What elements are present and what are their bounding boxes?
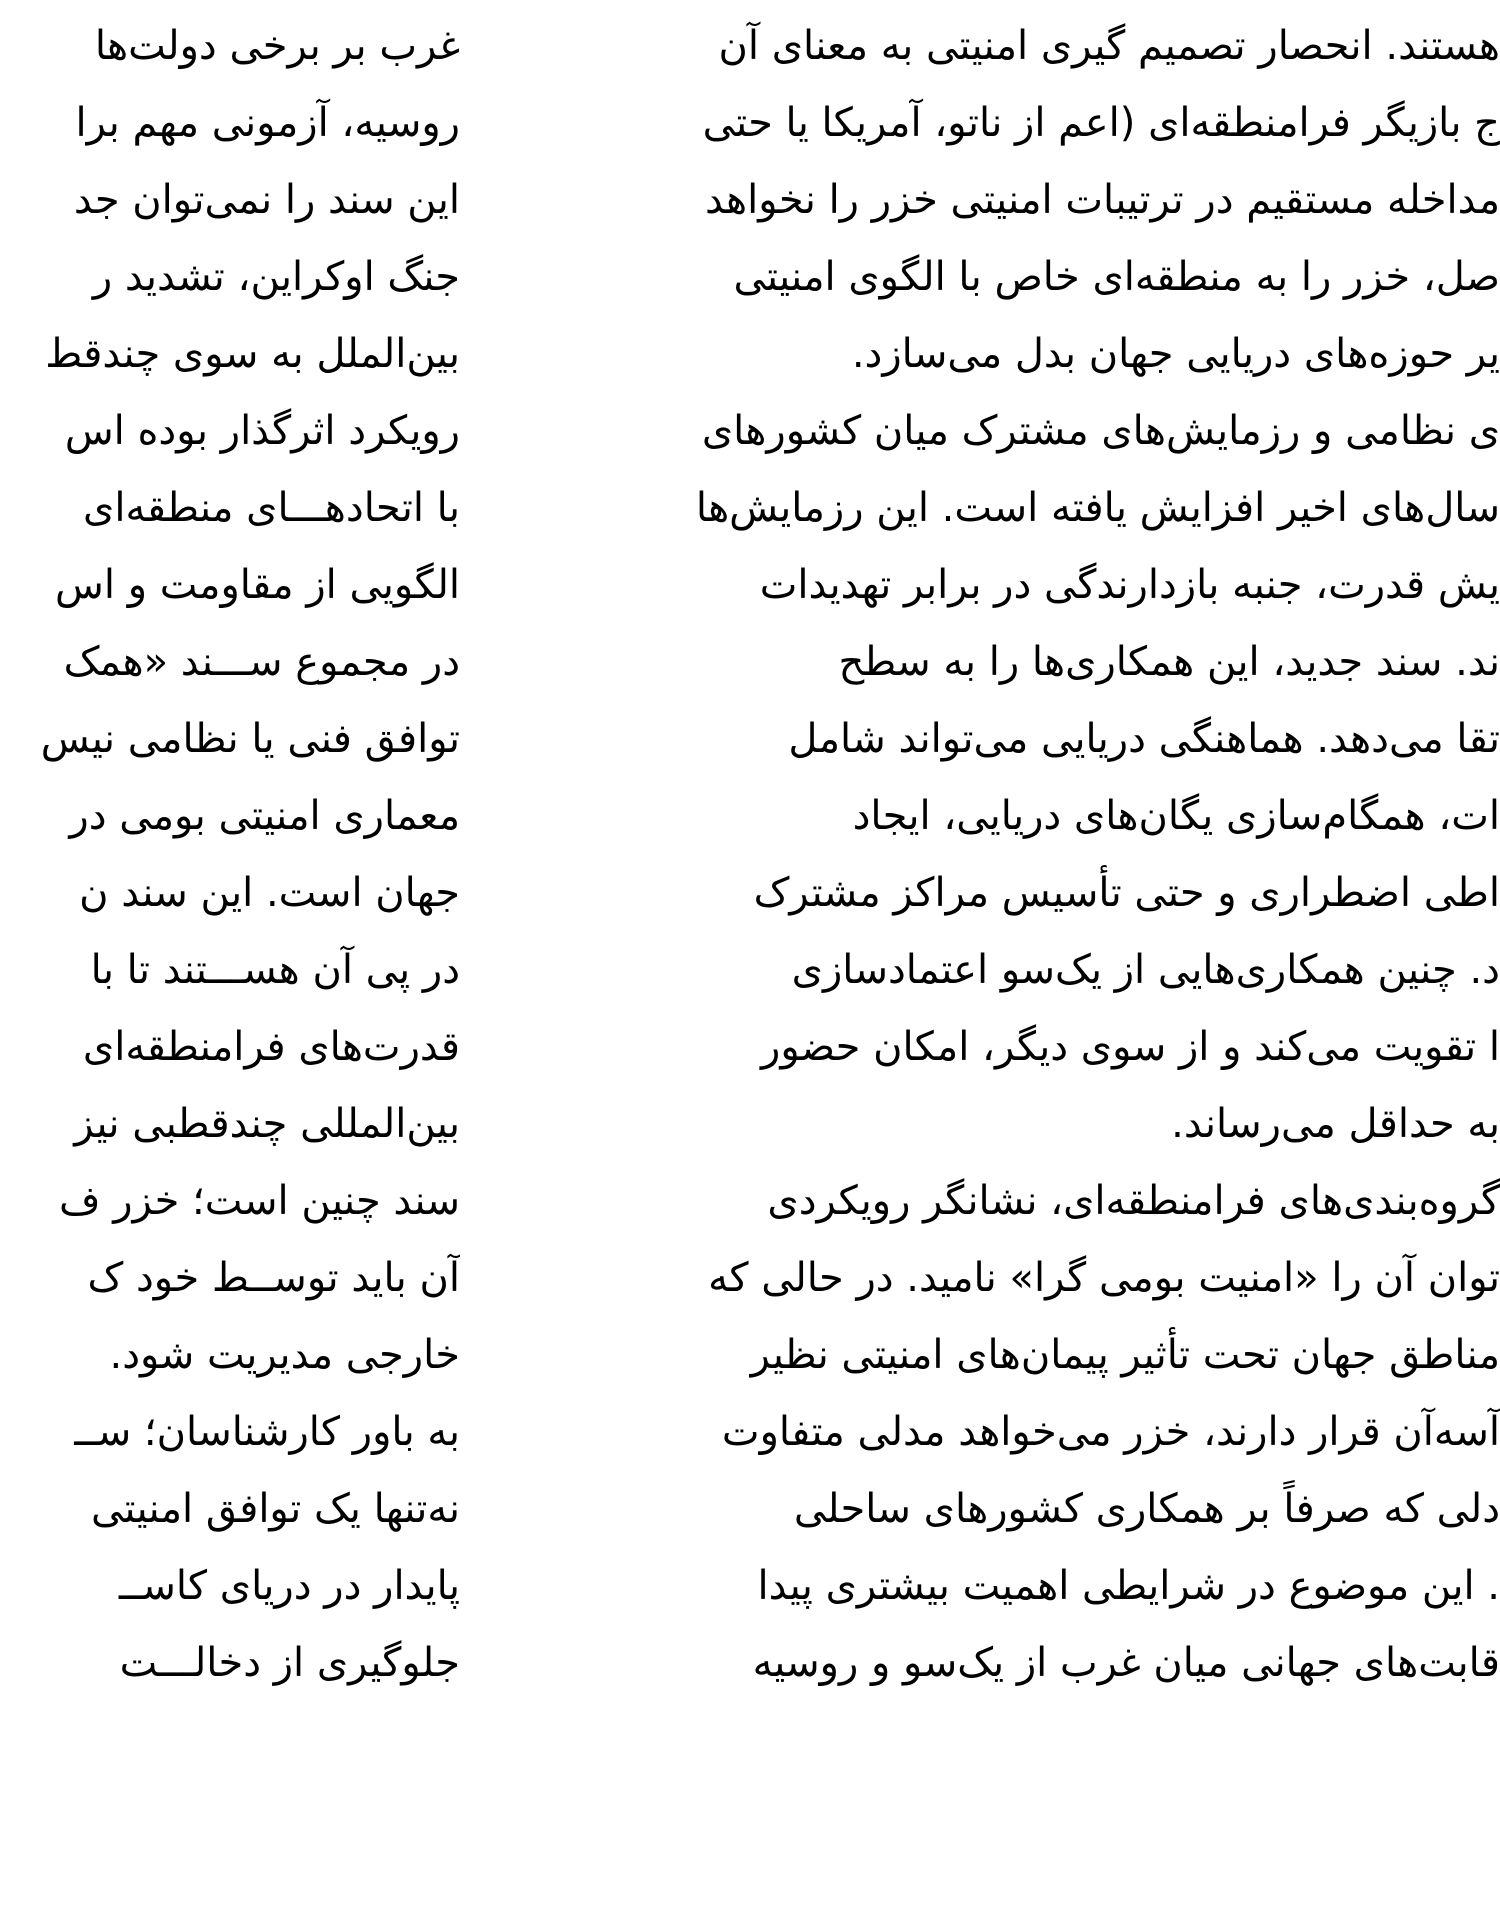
text-line: رویکرد اثرگذار بوده اس: [64, 408, 460, 454]
text-line: تقا می‌دهد. هماهنگی دریایی می‌تواند شامل: [788, 716, 1500, 762]
text-line: جلوگیری از دخالـــت: [119, 1640, 460, 1686]
text-line: با اتحادهـــای منطقه‌ای: [83, 485, 460, 531]
text-line: اطی اضطراری و حتی تأسیس مراکز مشترک: [753, 870, 1500, 916]
text-line: ند. سند جدید، این همکاری‌ها را به سطح: [838, 639, 1500, 685]
text-line: نه‌تنها یک توافق امنیتی: [91, 1486, 460, 1532]
text-line: پایدار در دریای کاســ: [118, 1563, 460, 1609]
text-line: ی نظامی و رزمایش‌های مشترک میان کشورهای: [701, 408, 1500, 454]
column-gutter: [465, 0, 545, 1932]
text-line: الگویی از مقاومت و اس: [55, 562, 460, 608]
text-line: این سند را نمی‌توان جد: [73, 177, 460, 223]
left-text-column: [0, 0, 460, 1932]
text-line: یش قدرت، جنبه بازدارندگی در برابر تهدیدات: [759, 562, 1500, 608]
text-line: جهان است. این سند ن: [79, 870, 460, 916]
text-line: مداخله مستقیم در ترتیبات امنیتی خزر را نخواهد: [705, 177, 1500, 223]
text-line: گروه‌بندی‌های فرامنطقه‌ای، نشانگر رویکردی: [767, 1178, 1500, 1224]
text-line: دلی که صرفاً بر همکاری کشورهای ساحلی: [793, 1486, 1500, 1532]
text-line: هستند. انحصار تصمیم گیری امنیتی به معنای آن: [718, 23, 1500, 69]
text-line: . این موضوع در شرایطی اهمیت بیشتری پیدا: [757, 1563, 1500, 1609]
text-line: روسیه، آزمونی مهم برا: [75, 100, 460, 146]
text-line: بین‌الملل به سوی چندقط: [45, 331, 460, 377]
text-line: بین‌المللی چندقطبی نیز: [74, 1101, 460, 1147]
text-line: ات، همگام‌سازی یگان‌های دریایی، ایجاد: [852, 793, 1500, 839]
text-line: آسه‌آن قرار دارند، خزر می‌خواهد مدلی متفاوت: [721, 1409, 1500, 1455]
text-line: توافق فنی یا نظامی نیس: [40, 716, 460, 762]
text-line: مناطق جهان تحت تأثیر پیمان‌های امنیتی نظیر: [750, 1332, 1500, 1378]
text-line: سند چنین است؛ خزر ف: [59, 1178, 460, 1224]
text-line: به حداقل می‌رساند.: [1171, 1101, 1500, 1147]
right-text-column: [560, 0, 1500, 1932]
text-line: آن باید توســط خود ک: [87, 1255, 460, 1301]
text-line: توان آن را «امنیت بومی گرا» نامید. در حالی که: [708, 1255, 1500, 1301]
text-line: خارجی مدیریت شود.: [109, 1332, 460, 1378]
text-line: ج بازیگر فرامنطقه‌ای (اعم از ناتو، آمریکا یا حتی: [702, 100, 1500, 146]
text-line: صل، خزر را به منطقه‌ای خاص با الگوی امنیتی: [733, 254, 1500, 300]
text-line: در پی آن هســـتند تا با: [90, 947, 460, 993]
text-line: غرب بر برخی دولت‌ها: [94, 23, 460, 69]
text-line: در مجموع ســـند «همک: [63, 639, 460, 685]
text-line: یر حوزه‌های دریایی جهان بدل می‌سازد.: [851, 331, 1500, 377]
text-line: قدرت‌های فرامنطقه‌ای: [82, 1024, 460, 1070]
text-line: قابت‌های جهانی میان غرب از یک‌سو و روسیه: [752, 1640, 1500, 1686]
text-line: جنگ اوکراین، تشدید ر: [92, 254, 460, 300]
text-line: به باور کارشناسان؛ ســ: [74, 1409, 460, 1455]
text-line: معماری امنیتی بومی در: [69, 793, 460, 839]
text-line: د. چنین همکاری‌هایی از یک‌سو اعتمادسازی: [791, 947, 1500, 993]
text-line: ا تقویت می‌کند و از سوی دیگر، امکان حضور: [761, 1024, 1500, 1070]
text-line: سال‌های اخیر افزایش یافته است. این رزمایش‌ها: [695, 485, 1500, 531]
